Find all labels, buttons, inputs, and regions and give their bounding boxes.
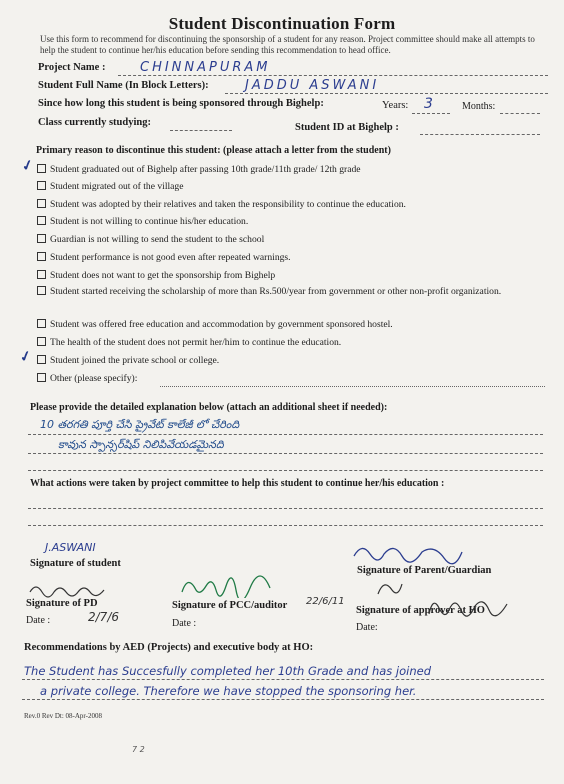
reason-checkbox-10[interactable]	[37, 337, 46, 346]
pcc-signature-mark	[176, 574, 286, 598]
pcc-date-value: 22/6/11	[306, 596, 345, 607]
reason-option-6[interactable]	[37, 252, 291, 263]
months-label: Months:	[462, 101, 496, 112]
reason-label-9: Student was offered free education and accommodation by government sponsored hostel.	[50, 319, 393, 330]
reason-checkbox-6[interactable]	[37, 252, 46, 261]
reason-option-11[interactable]	[37, 355, 219, 366]
student-signature-label: Signature of student	[30, 558, 121, 569]
approver-signature-mark	[425, 594, 520, 620]
pcc-date-label: Date :	[172, 618, 197, 629]
years-line	[412, 113, 450, 114]
reason-checkbox-11[interactable]	[37, 355, 46, 364]
reason-label-6: Student performance is not good even after repeated warnings.	[50, 252, 291, 263]
explanation-label: Please provide the detailed explanation below (attach an additional sheet if needed):	[30, 402, 388, 413]
years-label: Years:	[382, 100, 409, 111]
actions-label: What actions were taken by project committee to help this student to continue her/his education :	[30, 478, 445, 489]
reason-label-5: Guardian is not willing to send the student to the school	[50, 234, 265, 245]
revision-footer: Rev.0 Rev Dt: 08-Apr-2008	[24, 712, 102, 720]
recommendation-line-1: The Student has Succesfully completed her 10th Grade and has joined	[24, 664, 432, 678]
actions-rule-2	[28, 525, 543, 526]
explanation-rule-3	[28, 470, 543, 471]
reason-label-2: Student migrated out of the village	[50, 181, 184, 192]
parent-signature-label: Signature of Parent/Guardian	[357, 565, 492, 576]
reason-option-3[interactable]	[37, 199, 406, 210]
explanation-rule-2	[28, 453, 543, 454]
recommendation-line-2: a private college. Therefore we have stopped the sponsoring her.	[40, 684, 417, 698]
pd-signature-label: Signature of PD	[26, 598, 98, 609]
reason-label-8: Student started receiving the scholarship of more than Rs.500/year from government or other non-profit organization.	[50, 286, 502, 297]
explanation-rule-1	[28, 434, 543, 435]
student-id-label: Student ID at Bighelp :	[295, 122, 399, 133]
reason-checkbox-4[interactable]	[37, 216, 46, 225]
explanation-line-2: కావున స్పాన్సర్‌షిప్ నిలిపివేయడమైనది	[58, 438, 224, 451]
reason-option-8[interactable]	[37, 286, 507, 298]
approver-date-label: Date:	[356, 622, 378, 633]
pd-date-label: Date :	[26, 615, 51, 626]
reasons-heading: Primary reason to discontinue this student: (please attach a letter from the student)	[36, 145, 391, 156]
pd-signature-mark	[26, 580, 116, 600]
project-name-label: Project Name :	[38, 62, 106, 73]
student-id-line	[420, 134, 540, 135]
form-title: Student Discontinuation Form	[168, 14, 396, 33]
sponsored-duration-label: Since how long this student is being sponsored through Bighelp:	[38, 98, 324, 109]
check-mark-icon: ✓	[20, 157, 36, 176]
reason-option-2[interactable]	[37, 181, 183, 192]
reason-option-1[interactable]	[37, 164, 361, 175]
student-name-label: Student Full Name (In Block Letters):	[38, 80, 209, 91]
parent-signature-mark	[350, 540, 490, 566]
reason-option-5[interactable]	[37, 234, 264, 245]
approver-signature-label: Signature of approver at HO	[356, 605, 485, 616]
form-instructions: Use this form to recommend for discontinuing the sponsorship of a student for any reason. Project committee should make all attempts to help the student to continue her/his education before sending this recommendation to head office.	[40, 34, 535, 55]
actions-rule-1	[28, 508, 543, 509]
reason-label-10: The health of the student does not permit her/him to continue the education.	[50, 337, 342, 348]
reason-checkbox-7[interactable]	[37, 270, 46, 279]
reason-option-9[interactable]	[37, 319, 393, 330]
reason-checkbox-3[interactable]	[37, 199, 46, 208]
reason-checkbox-2[interactable]	[37, 181, 46, 190]
class-line	[170, 130, 232, 131]
reason-checkbox-9[interactable]	[37, 319, 46, 328]
years-value: 3	[424, 96, 433, 112]
explanation-line-1: 10 తరగతి పూర్తి చేసి ప్రైవేట్ కాలేజీ లో చేరింది	[40, 418, 240, 431]
reason-label-11: Student joined the private school or college.	[50, 355, 220, 366]
reason-label-1: Student graduated out of Bighelp after passing 10th grade/11th grade/ 12th grade	[50, 164, 361, 175]
recommendation-rule-2	[22, 699, 544, 700]
student-signature-value: J.ASWANI	[45, 541, 96, 554]
reason-option-10[interactable]	[37, 337, 341, 348]
student-name-line	[225, 93, 548, 94]
page-mark: 7 2	[132, 745, 145, 754]
reason-label-4: Student is not willing to continue his/her education.	[50, 216, 249, 227]
pcc-signature-label: Signature of PCC/auditor	[172, 600, 288, 611]
project-name-value: CHINNAPURAM	[140, 60, 271, 75]
reason-option-4[interactable]	[37, 216, 248, 227]
reason-checkbox-5[interactable]	[37, 234, 46, 243]
other-specify-line	[160, 386, 545, 387]
reason-label-7: Student does not want to get the sponsorship from Bighelp	[50, 270, 276, 281]
reason-label-3: Student was adopted by their relatives and taken the responsibility to continue the education.	[50, 199, 406, 210]
class-label: Class currently studying:	[38, 117, 151, 128]
pd-date-value: 2/7/6	[88, 610, 119, 624]
reason-checkbox-8[interactable]	[37, 286, 46, 295]
recommendation-rule-1	[22, 679, 544, 680]
reason-option-12[interactable]	[37, 373, 137, 384]
months-line	[500, 113, 540, 114]
student-name-value: JADDU ASWANI	[245, 78, 380, 93]
reason-option-7[interactable]	[37, 270, 275, 281]
reason-label-12: Other (please specify):	[50, 373, 138, 384]
recommendations-label: Recommendations by AED (Projects) and executive body at HO:	[24, 642, 314, 653]
project-name-line	[118, 75, 548, 76]
reason-checkbox-12[interactable]	[37, 373, 46, 382]
reason-checkbox-1[interactable]	[37, 164, 46, 173]
check-mark-icon: ✓	[18, 348, 34, 367]
